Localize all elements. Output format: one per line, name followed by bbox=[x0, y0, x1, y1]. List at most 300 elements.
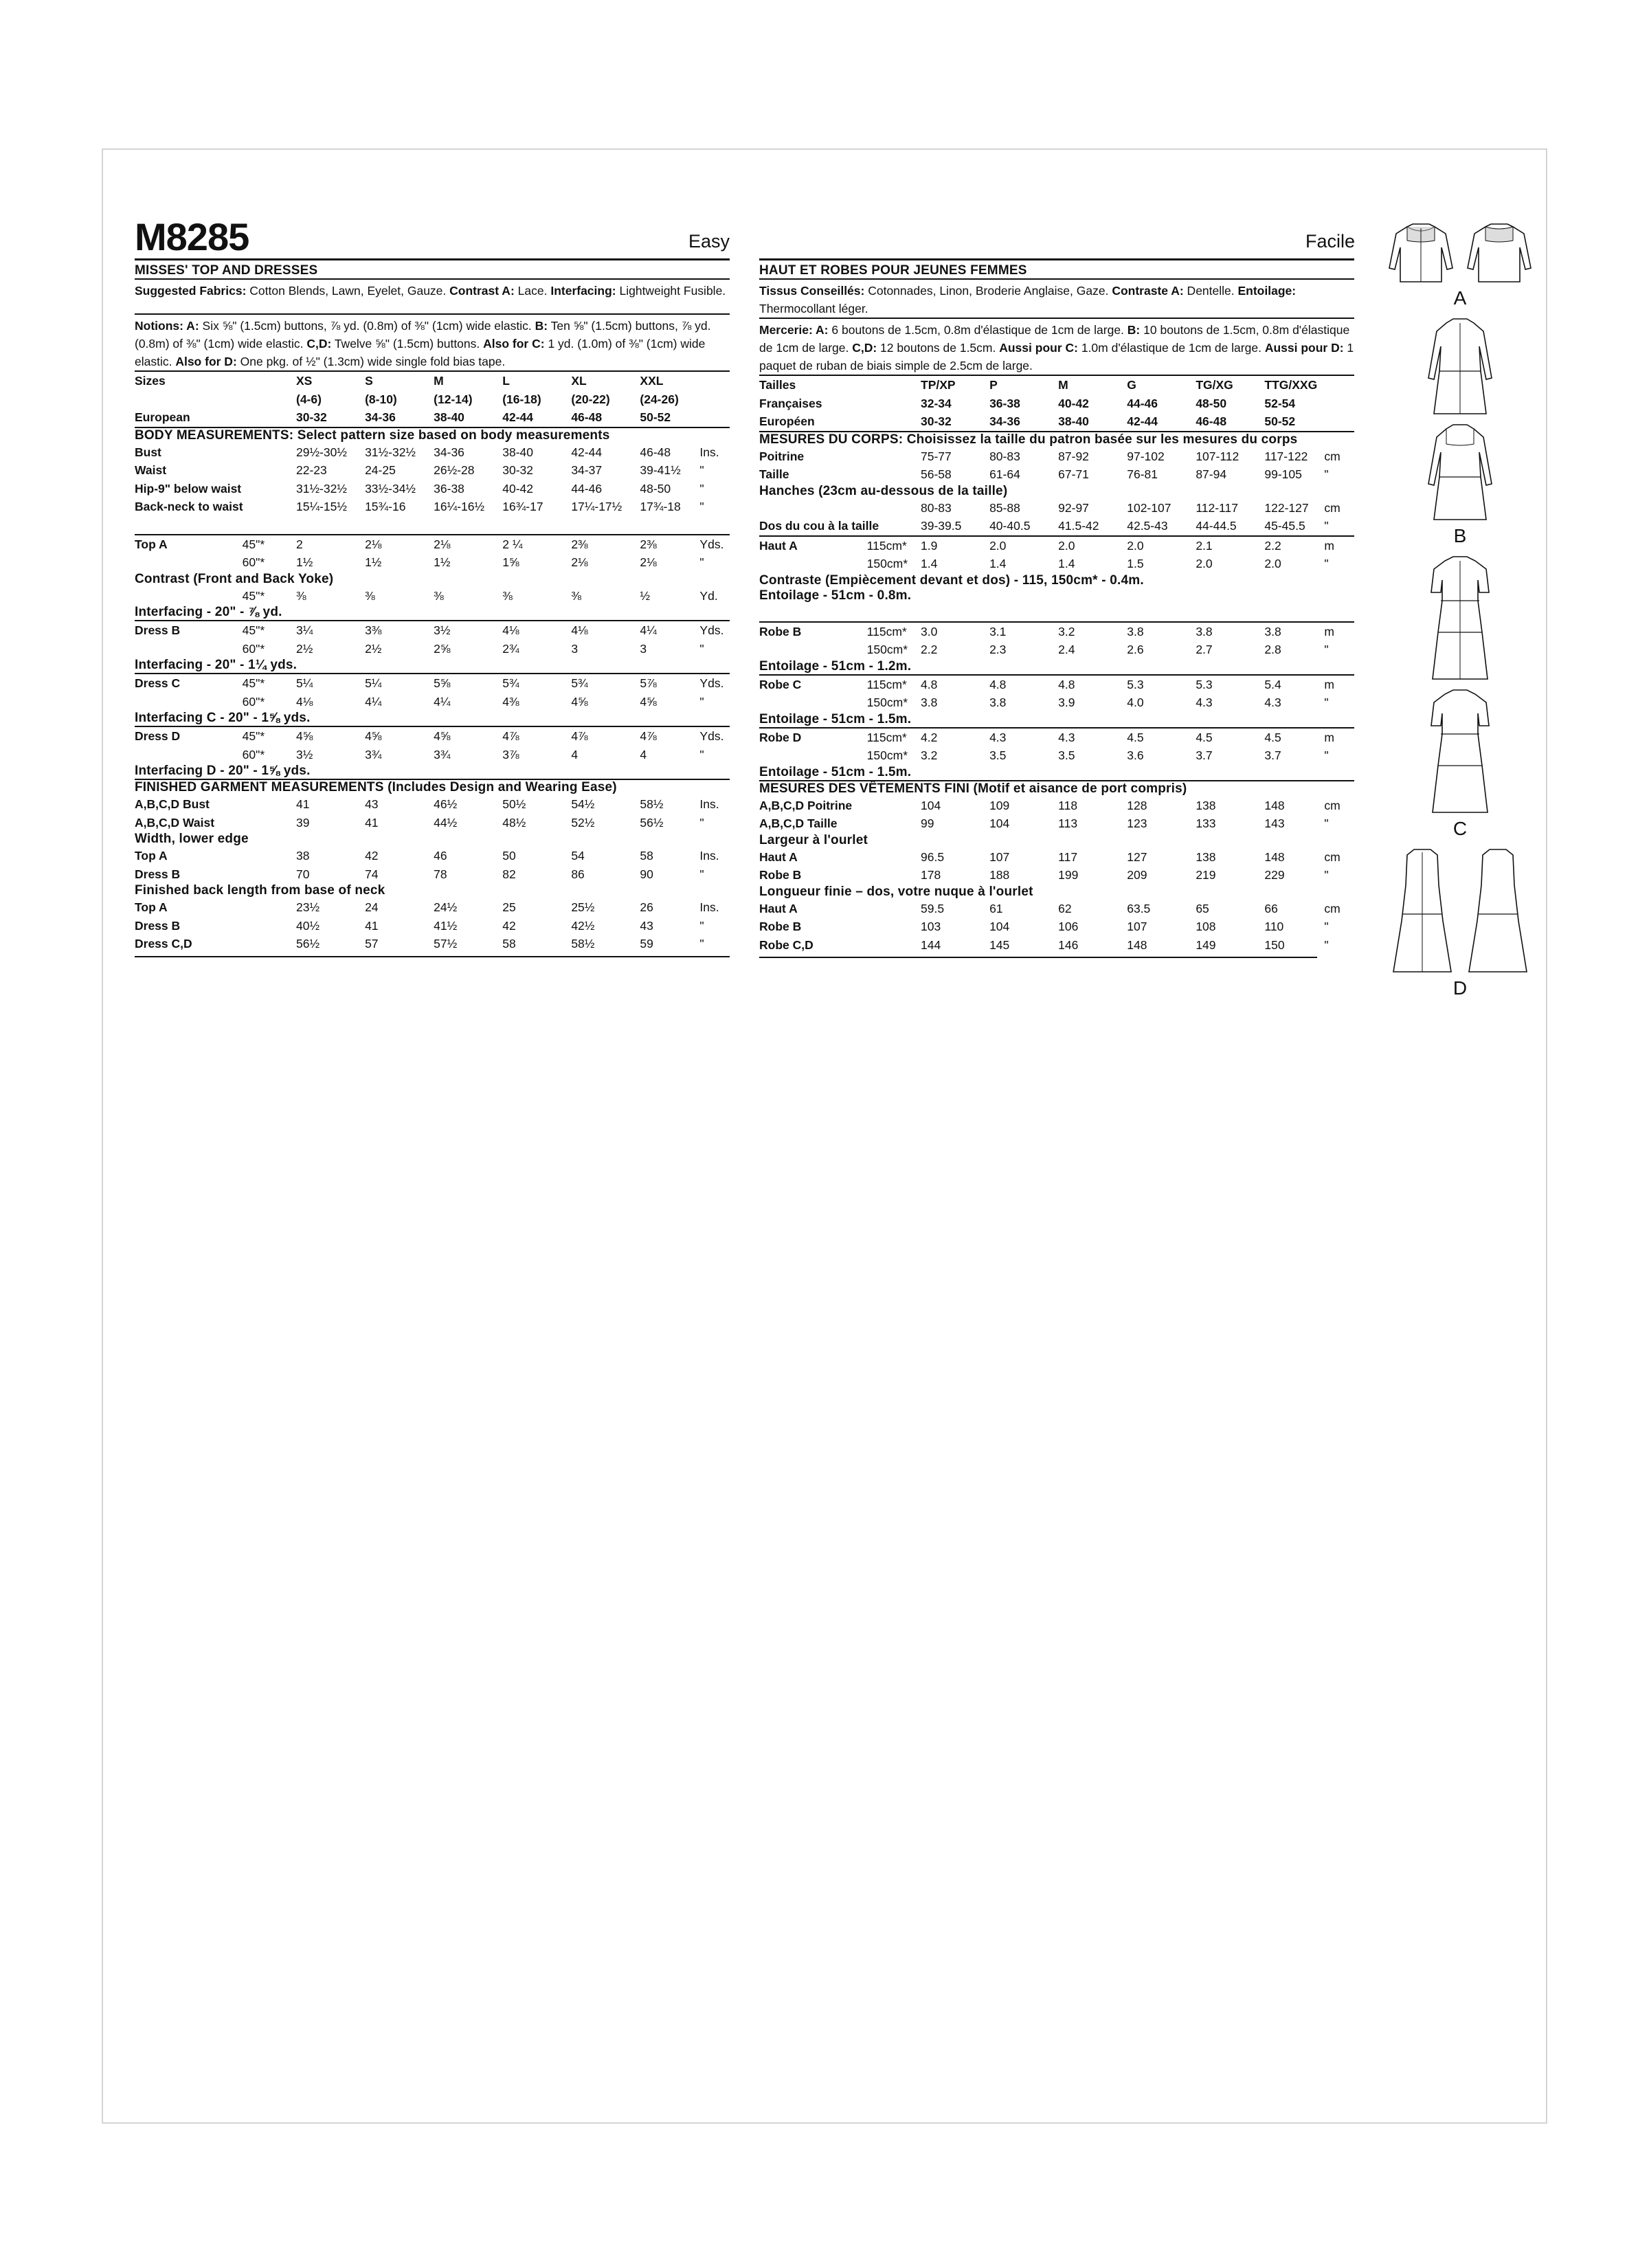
table-cell: 52-54 bbox=[1264, 396, 1296, 410]
table-row bbox=[135, 727, 730, 746]
table-cell: cm bbox=[1324, 798, 1340, 812]
table-cell: 39-39.5 bbox=[921, 519, 962, 533]
table-cell: 50-52 bbox=[1264, 414, 1296, 428]
table-cell: G bbox=[1127, 378, 1136, 392]
table-cell: ⅜ bbox=[502, 588, 513, 603]
table-cell: 3.5 bbox=[989, 748, 1007, 762]
table-cell: " bbox=[699, 481, 704, 496]
table-cell: 128 bbox=[1127, 798, 1147, 812]
table-cell: 122-127 bbox=[1264, 500, 1309, 515]
table-cell: Yds. bbox=[699, 729, 724, 743]
table-cell: 40-40.5 bbox=[989, 519, 1031, 533]
view-c-illustration bbox=[1381, 553, 1539, 816]
table-cell: " bbox=[699, 815, 704, 830]
table-cell: 99 bbox=[921, 816, 934, 830]
table-cell: 3.8 bbox=[921, 696, 938, 709]
table-cell: 107 bbox=[989, 849, 1010, 864]
table-cell: 34-36 bbox=[434, 445, 464, 459]
row-label: Dress C,D bbox=[135, 937, 192, 950]
table-cell bbox=[699, 408, 730, 427]
row-label bbox=[759, 641, 867, 659]
row-label: Taille bbox=[759, 467, 789, 481]
table-cell: 3 bbox=[571, 641, 579, 656]
table-cell: 199 bbox=[1058, 868, 1079, 882]
view-d-label: D bbox=[1452, 977, 1468, 999]
table-cell: 31½-32½ bbox=[296, 481, 347, 496]
table-cell: cm bbox=[1324, 449, 1340, 463]
table-cell: 2.2 bbox=[1264, 538, 1281, 553]
english-column bbox=[135, 220, 730, 957]
table-cell: 103 bbox=[921, 920, 941, 933]
table-cell: 3.7 bbox=[1196, 748, 1213, 762]
table-cell: 46½ bbox=[434, 797, 458, 811]
table-cell: 30-32 bbox=[921, 414, 952, 428]
table-row bbox=[759, 465, 1354, 484]
row-label: Top A bbox=[135, 849, 168, 863]
table-cell bbox=[243, 935, 296, 953]
en-finished-heading: FINISHED GARMENT MEASUREMENTS (Includes Design and Wearing Ease) bbox=[135, 780, 617, 794]
table-cell: 24-25 bbox=[365, 463, 396, 477]
row-label: Hip-9" below waist bbox=[135, 481, 242, 496]
table-cell: 2.0 bbox=[1058, 538, 1075, 553]
table-row bbox=[135, 587, 730, 605]
table-cell: 45"* bbox=[242, 729, 265, 743]
fr-body-table-1 bbox=[759, 447, 1354, 484]
row-label: Dress B bbox=[135, 623, 181, 637]
table-cell: " bbox=[1324, 696, 1329, 709]
table-cell: 2.3 bbox=[989, 643, 1007, 656]
table-cell: M bbox=[1058, 378, 1068, 392]
table-cell: 4.5 bbox=[1196, 730, 1213, 744]
table-cell: 40½ bbox=[296, 918, 320, 933]
table-cell: 50-52 bbox=[640, 410, 671, 424]
en-finished-table-3 bbox=[135, 898, 730, 953]
table-cell: 150 bbox=[1264, 937, 1285, 952]
table-cell: " bbox=[699, 937, 704, 950]
table-cell: 4¼ bbox=[640, 623, 657, 637]
row-label bbox=[135, 693, 243, 711]
row-label: Dress B bbox=[135, 918, 181, 933]
table-cell: cm bbox=[1324, 500, 1340, 515]
table-cell: 3.6 bbox=[1127, 748, 1144, 762]
fr-interfacing-d: Entoilage - 51cm - 1.5m. bbox=[759, 764, 912, 779]
table-cell: " bbox=[1324, 519, 1329, 533]
table-cell: Ins. bbox=[699, 445, 719, 459]
table-cell: 4⅛ bbox=[296, 694, 313, 709]
row-label: Sizes bbox=[135, 374, 166, 388]
table-cell: 115cm* bbox=[866, 624, 907, 638]
table-cell: P bbox=[989, 378, 998, 392]
table-cell: XL bbox=[571, 374, 587, 388]
table-cell: 110 bbox=[1264, 920, 1284, 933]
table-row bbox=[759, 517, 1354, 535]
fr-finished-table-3 bbox=[759, 900, 1354, 955]
table-cell: M bbox=[434, 374, 444, 388]
table-cell: 5.4 bbox=[1264, 677, 1281, 691]
fr-finished-table-2 bbox=[759, 848, 1354, 885]
table-cell bbox=[867, 465, 921, 484]
table-cell: 61 bbox=[989, 901, 1003, 915]
table-cell: XS bbox=[296, 374, 313, 388]
table-row bbox=[135, 898, 730, 917]
table-cell: 3¾ bbox=[365, 747, 382, 761]
table-cell: 46-48 bbox=[571, 410, 603, 424]
table-row bbox=[135, 390, 730, 409]
table-cell: " bbox=[1324, 816, 1329, 830]
table-cell: 76-81 bbox=[1127, 467, 1158, 481]
table-cell: 148 bbox=[1127, 937, 1147, 952]
table-cell: 4.3 bbox=[1196, 696, 1213, 709]
table-cell: " bbox=[699, 641, 704, 656]
table-cell: 2.0 bbox=[1127, 538, 1144, 553]
row-label: Haut A bbox=[759, 849, 798, 864]
row-label: Bust bbox=[135, 445, 161, 459]
table-cell: 3.8 bbox=[1127, 624, 1144, 638]
table-row bbox=[759, 866, 1354, 885]
table-cell: " bbox=[1324, 748, 1329, 762]
table-cell: 59 bbox=[640, 937, 653, 950]
table-cell: 4⅝ bbox=[640, 694, 657, 709]
table-cell: 56-58 bbox=[921, 467, 952, 481]
table-cell: 123 bbox=[1127, 816, 1147, 830]
table-row bbox=[135, 621, 730, 640]
table-cell: 15¾-16 bbox=[365, 500, 406, 513]
table-cell: 149 bbox=[1196, 937, 1216, 952]
dress-c-back-icon bbox=[1426, 686, 1494, 816]
en-interfacing-c: Interfacing C - 20" - 1⅝ yds. bbox=[135, 711, 311, 725]
table-cell: 97-102 bbox=[1127, 449, 1165, 463]
table-row bbox=[135, 917, 730, 935]
row-label bbox=[135, 587, 243, 605]
table-cell: 3⅞ bbox=[502, 747, 519, 761]
table-cell: 3½ bbox=[296, 747, 313, 761]
table-cell: 4.3 bbox=[989, 730, 1007, 744]
table-cell: 67-71 bbox=[1058, 467, 1089, 481]
table-cell: 1.5 bbox=[1127, 557, 1144, 570]
table-row bbox=[759, 729, 1354, 747]
row-label bbox=[759, 693, 867, 712]
table-row bbox=[759, 412, 1354, 431]
table-cell: 99-105 bbox=[1264, 467, 1302, 481]
table-row bbox=[135, 693, 730, 711]
table-cell: 2.1 bbox=[1196, 538, 1213, 553]
table-cell: 45-45.5 bbox=[1264, 519, 1305, 533]
table-cell: 3 bbox=[640, 641, 647, 656]
table-cell: 3½ bbox=[434, 623, 451, 637]
table-cell: 4⅞ bbox=[502, 729, 519, 743]
table-cell: 48-50 bbox=[1196, 396, 1227, 410]
table-cell: 2.7 bbox=[1196, 643, 1213, 656]
table-row bbox=[135, 535, 730, 554]
view-illustrations bbox=[1381, 220, 1539, 1005]
row-label bbox=[135, 746, 243, 764]
table-cell: 34-36 bbox=[365, 410, 396, 424]
table-cell: 96.5 bbox=[921, 849, 945, 864]
table-cell: XXL bbox=[640, 374, 664, 388]
table-cell: 50 bbox=[502, 849, 516, 863]
table-cell: 4.8 bbox=[921, 677, 938, 691]
row-label: Waist bbox=[135, 463, 167, 477]
table-row bbox=[759, 746, 1354, 765]
en-top-a-table bbox=[135, 535, 730, 572]
table-cell: 54 bbox=[571, 849, 585, 863]
fr-top-a-table bbox=[759, 537, 1354, 573]
view-c-label: C bbox=[1452, 818, 1468, 839]
table-cell: 2⅜ bbox=[571, 537, 588, 551]
fr-body-heading: MESURES DU CORPS: Choisissez la taille du patron basée sur les mesures du corps bbox=[759, 432, 1298, 447]
row-label: Dress B bbox=[135, 867, 181, 881]
table-cell: 42-44 bbox=[1127, 414, 1158, 428]
table-cell: 115cm* bbox=[866, 677, 907, 691]
table-cell: " bbox=[699, 747, 704, 761]
table-cell: 26 bbox=[640, 900, 653, 914]
table-row bbox=[135, 553, 730, 572]
table-cell: 74 bbox=[365, 867, 379, 881]
table-cell: 4⅝ bbox=[571, 694, 588, 709]
table-row bbox=[759, 936, 1354, 955]
row-label: Haut A bbox=[759, 901, 798, 915]
table-cell: (4-6) bbox=[296, 392, 322, 406]
table-cell: 4 bbox=[640, 747, 647, 761]
table-cell bbox=[243, 461, 296, 480]
table-cell: 107 bbox=[1127, 920, 1147, 933]
fr-finished-heading: MESURES DES VÊTEMENTS FINI (Motif et aisance de port compris) bbox=[759, 781, 1187, 796]
table-cell: 44½ bbox=[434, 815, 458, 830]
table-cell: 4.5 bbox=[1127, 730, 1144, 744]
table-row bbox=[759, 814, 1354, 833]
table-cell: 60"* bbox=[242, 694, 265, 709]
table-cell: 4.3 bbox=[1264, 696, 1281, 709]
table-cell: 44-46 bbox=[571, 481, 603, 496]
table-cell: 209 bbox=[1127, 868, 1147, 882]
table-cell: 4 bbox=[571, 747, 579, 761]
row-label: Haut A bbox=[759, 538, 798, 553]
row-label: Robe D bbox=[759, 730, 802, 744]
table-cell: 58 bbox=[640, 849, 653, 863]
table-cell: 3.0 bbox=[921, 624, 938, 638]
table-cell: 104 bbox=[921, 798, 941, 812]
table-cell: 48½ bbox=[502, 815, 526, 830]
table-cell: " bbox=[699, 694, 704, 709]
table-cell: 58½ bbox=[571, 937, 595, 950]
table-cell: 1.4 bbox=[989, 557, 1007, 570]
table-row bbox=[759, 848, 1354, 867]
table-cell: 4⅝ bbox=[365, 729, 382, 743]
table-cell: 80-83 bbox=[921, 500, 952, 515]
table-cell: (12-14) bbox=[434, 392, 473, 406]
table-row bbox=[759, 537, 1354, 555]
table-row bbox=[759, 676, 1354, 694]
table-cell: 41½ bbox=[434, 918, 458, 933]
row-label bbox=[135, 640, 243, 658]
table-cell: 2.8 bbox=[1264, 643, 1281, 656]
table-cell: 80-83 bbox=[989, 449, 1020, 463]
table-cell: 150cm* bbox=[866, 696, 908, 709]
table-cell: 36-38 bbox=[989, 396, 1020, 410]
table-cell: 104 bbox=[989, 816, 1010, 830]
table-cell: cm bbox=[1324, 901, 1340, 915]
fr-sizes-table bbox=[759, 376, 1354, 431]
table-cell: 2⅛ bbox=[365, 537, 382, 551]
table-cell: 29½-30½ bbox=[296, 445, 347, 459]
en-notions: Notions: A: Six ⅝" (1.5cm) buttons, ⅞ yd. (0.8m) of ⅜" (1cm) wide elastic. B: Ten ⅝" (1.5cm) buttons, ⅞ yd. (0.8m) of ⅜" (1cm) wide elastic. C,D: Twelve ⅝" (1.5cm) buttons. Also for C: 1 yd. (1.0m) of ⅜" (1cm) wide elastic. Also for D: One pkg. of ½" (1.3cm) wide single fold bias tape. bbox=[135, 319, 711, 368]
french-column bbox=[759, 220, 1354, 958]
table-row bbox=[135, 498, 730, 516]
en-contrast-table bbox=[135, 587, 730, 605]
table-cell: Yds. bbox=[699, 676, 724, 690]
table-cell: Ins. bbox=[699, 797, 719, 811]
table-cell: 4¼ bbox=[365, 694, 382, 709]
table-cell: 42-44 bbox=[571, 445, 603, 459]
fr-interfacing-a: Entoilage - 51cm - 0.8m. bbox=[759, 588, 912, 603]
row-label: A,B,C,D Waist bbox=[135, 815, 215, 830]
table-cell: 145 bbox=[989, 937, 1010, 952]
table-row bbox=[135, 461, 730, 480]
table-cell: 4.0 bbox=[1127, 696, 1144, 709]
table-cell: 66 bbox=[1264, 901, 1278, 915]
table-cell: 3.8 bbox=[989, 696, 1007, 709]
table-cell: 1.9 bbox=[921, 538, 938, 553]
table-cell: 150cm* bbox=[866, 748, 908, 762]
table-cell bbox=[867, 936, 921, 955]
table-cell: 32-34 bbox=[921, 396, 952, 410]
row-label: Françaises bbox=[759, 396, 822, 410]
table-cell bbox=[243, 443, 296, 462]
table-cell bbox=[1324, 394, 1354, 413]
table-cell: 45"* bbox=[242, 588, 265, 603]
table-cell: 38-40 bbox=[434, 410, 464, 424]
table-cell bbox=[1324, 412, 1354, 431]
table-cell: 1½ bbox=[296, 555, 313, 569]
table-row bbox=[135, 674, 730, 693]
top-a-back-icon bbox=[1465, 220, 1534, 286]
row-label: A,B,C,D Bust bbox=[135, 797, 210, 811]
table-cell: 106 bbox=[1058, 920, 1079, 933]
table-cell: Yds. bbox=[699, 623, 724, 637]
table-cell: m bbox=[1324, 538, 1334, 553]
table-cell bbox=[243, 898, 296, 917]
table-cell: 4⅛ bbox=[571, 623, 588, 637]
table-cell: 62 bbox=[1058, 901, 1072, 915]
table-row bbox=[135, 372, 730, 390]
table-cell: (20-22) bbox=[571, 392, 610, 406]
difficulty-fr: Facile bbox=[1305, 231, 1355, 252]
table-cell bbox=[867, 797, 921, 815]
fr-contrast-line: Contraste (Empiècement devant et dos) - 115, 150cm* - 0.4m. bbox=[759, 572, 1144, 588]
table-cell: 3⅜ bbox=[365, 623, 382, 637]
table-cell: 56½ bbox=[296, 937, 320, 950]
table-cell: 25½ bbox=[571, 900, 595, 914]
row-label: A,B,C,D Poitrine bbox=[759, 798, 853, 812]
table-cell: 92-97 bbox=[1058, 500, 1089, 515]
table-cell: Yd. bbox=[699, 588, 718, 603]
table-cell: 90 bbox=[640, 867, 653, 881]
table-cell: 150cm* bbox=[866, 643, 908, 656]
table-cell: 1½ bbox=[434, 555, 451, 569]
view-b-label: B bbox=[1453, 525, 1467, 546]
table-cell: TP/XP bbox=[921, 378, 956, 392]
table-cell: 46 bbox=[434, 849, 447, 863]
table-cell bbox=[243, 847, 296, 865]
table-cell: 41.5-42 bbox=[1058, 519, 1099, 533]
en-length-heading: Finished back length from base of neck bbox=[135, 883, 385, 898]
table-cell: 4⅞ bbox=[640, 729, 657, 743]
table-cell: 50½ bbox=[502, 797, 526, 811]
en-dress-b-table bbox=[135, 621, 730, 658]
table-cell: 133 bbox=[1196, 816, 1216, 830]
table-cell: Ins. bbox=[699, 849, 719, 863]
table-cell: 5⅝ bbox=[434, 676, 451, 690]
table-cell bbox=[699, 390, 730, 409]
fr-title: HAUT ET ROBES POUR JEUNES FEMMES bbox=[759, 263, 1027, 278]
row-label: Dress D bbox=[135, 729, 181, 743]
table-cell: 2 bbox=[296, 537, 303, 551]
row-label: Robe C bbox=[759, 677, 802, 691]
table-cell bbox=[867, 900, 921, 918]
table-cell bbox=[867, 376, 921, 394]
table-cell: 146 bbox=[1058, 937, 1079, 952]
table-cell: 60"* bbox=[242, 747, 265, 761]
table-cell: m bbox=[1324, 677, 1334, 691]
en-contrast-heading: Contrast (Front and Back Yoke) bbox=[135, 571, 334, 586]
table-cell: 112-117 bbox=[1196, 500, 1238, 515]
table-cell: 42-44 bbox=[502, 410, 533, 424]
table-cell: 31½-32½ bbox=[365, 445, 416, 459]
table-cell: 118 bbox=[1058, 798, 1078, 812]
table-cell bbox=[867, 394, 921, 413]
table-cell: m bbox=[1324, 624, 1334, 638]
table-cell: 108 bbox=[1196, 920, 1216, 933]
table-cell: 3.8 bbox=[1264, 624, 1281, 638]
table-cell: 39-41½ bbox=[640, 463, 681, 477]
table-cell: 42 bbox=[365, 849, 379, 863]
en-fabrics: Suggested Fabrics: Cotton Blends, Lawn, Eyelet, Gauze. Contrast A: Lace. Interfacing: Lightweight Fusible. bbox=[135, 284, 726, 298]
fr-fabrics: Tissus Conseillés: Cotonnades, Linon, Broderie Anglaise, Gaze. Contraste A: Dentelle. Entoilage: Thermocollant léger. bbox=[759, 284, 1297, 315]
table-cell: 52½ bbox=[571, 815, 595, 830]
table-cell: 4.8 bbox=[989, 677, 1007, 691]
table-cell bbox=[867, 447, 921, 466]
table-cell: Yds. bbox=[699, 537, 724, 551]
row-label bbox=[759, 746, 867, 765]
table-cell: 117 bbox=[1058, 849, 1078, 864]
table-cell: 22-23 bbox=[296, 463, 327, 477]
table-cell: 56½ bbox=[640, 815, 664, 830]
row-label: Robe B bbox=[759, 868, 802, 882]
table-cell: " bbox=[1324, 920, 1329, 933]
table-cell: 15¼-15½ bbox=[296, 500, 347, 513]
table-cell: 78 bbox=[434, 867, 447, 881]
table-cell: TTG/XXG bbox=[1264, 378, 1318, 392]
table-cell: 60"* bbox=[242, 555, 265, 569]
table-cell: 17¼-17½ bbox=[571, 500, 622, 513]
table-cell: 70 bbox=[296, 867, 310, 881]
table-cell: 4⅝ bbox=[434, 729, 451, 743]
table-row bbox=[759, 797, 1354, 815]
row-label bbox=[135, 553, 243, 572]
table-cell: 41 bbox=[365, 918, 379, 933]
table-cell: 75-77 bbox=[921, 449, 952, 463]
view-a-label: A bbox=[1453, 287, 1467, 309]
table-cell: 4.2 bbox=[921, 730, 938, 744]
row-label bbox=[759, 499, 867, 518]
table-cell: 138 bbox=[1196, 849, 1216, 864]
table-cell: 82 bbox=[502, 867, 516, 881]
table-cell: 3¾ bbox=[434, 747, 451, 761]
table-cell: " bbox=[699, 555, 704, 569]
table-cell: 2⅛ bbox=[640, 555, 657, 569]
table-cell: 2½ bbox=[365, 641, 382, 656]
table-cell: 188 bbox=[989, 868, 1010, 882]
